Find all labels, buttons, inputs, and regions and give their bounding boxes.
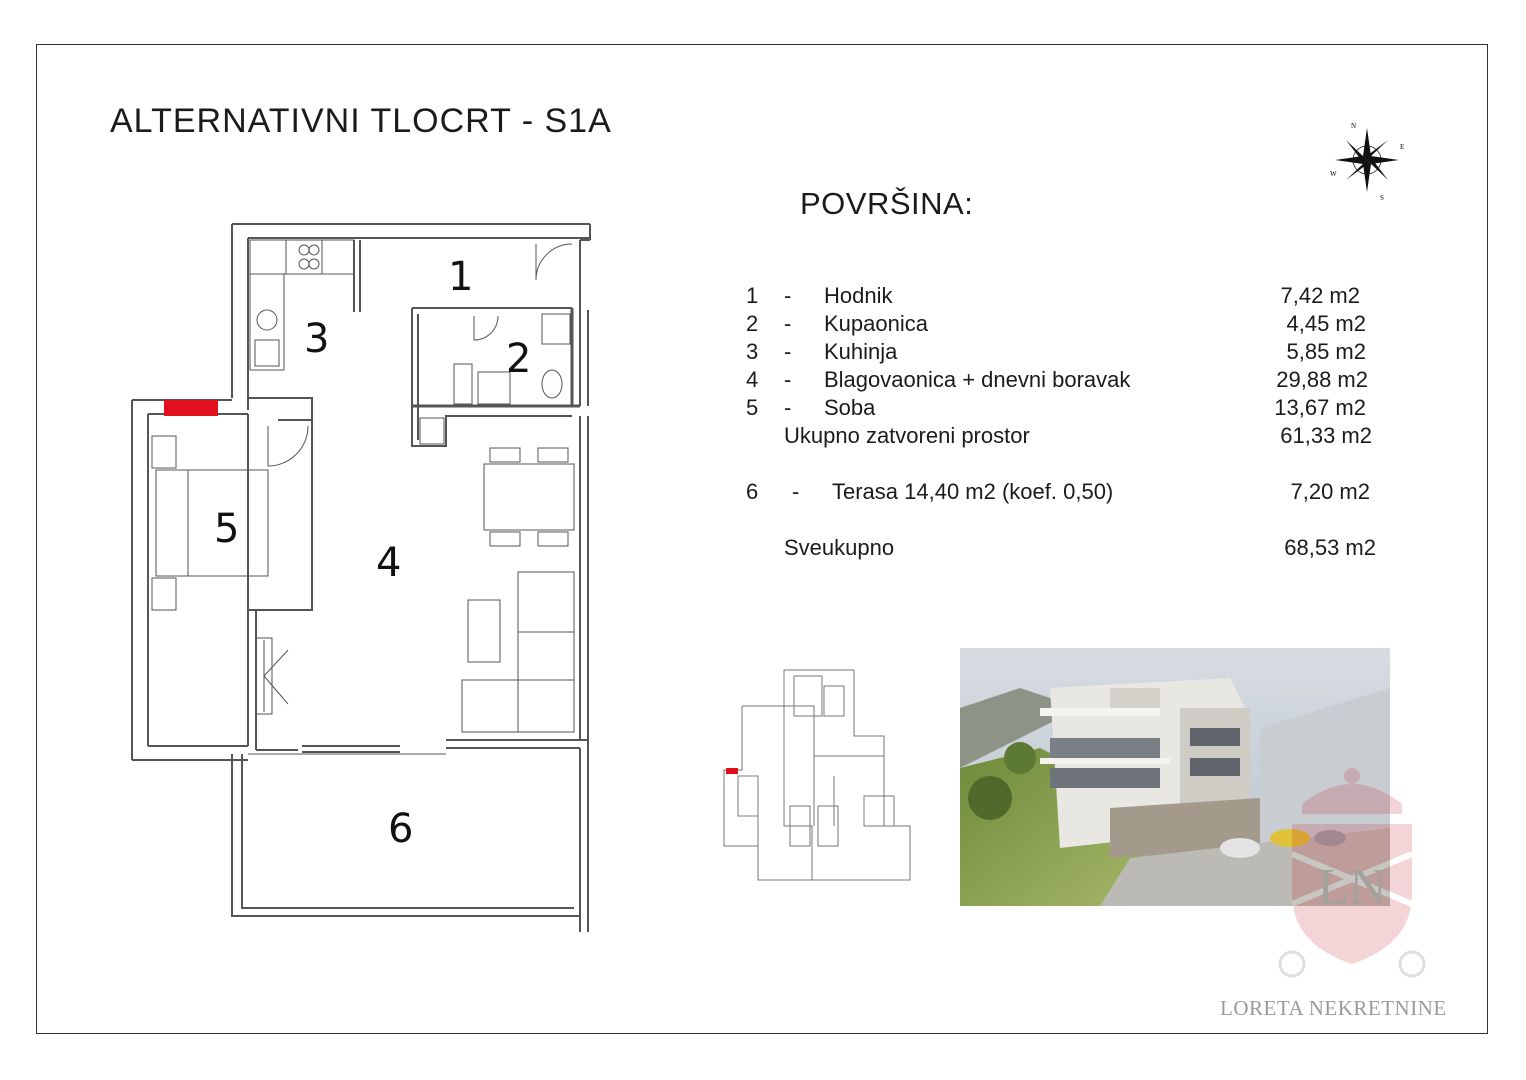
area-row (746, 339, 1386, 367)
row-name: Sveukupno (784, 535, 895, 560)
row-number: 2 (746, 311, 759, 336)
area-heading: POVRŠINA: (800, 186, 974, 221)
row-dash: - (784, 339, 792, 364)
compass-s: S (1380, 194, 1384, 202)
compass-icon (1322, 118, 1412, 206)
row-area: 4,45 m2 (1286, 311, 1366, 336)
row-name: Kuhinja (824, 339, 898, 364)
floor-plan (128, 220, 598, 940)
compass-w: W (1330, 170, 1337, 178)
row-name: Soba (824, 395, 876, 420)
area-row-enclosed-total (746, 423, 1386, 451)
compass-n: N (1351, 122, 1357, 130)
room-label-4: 4 (376, 540, 402, 586)
row-name: Ukupno zatvoreni prostor (784, 423, 1030, 448)
room-label-3: 3 (304, 316, 330, 362)
row-name: Hodnik (824, 283, 893, 308)
room-label-6: 6 (388, 806, 414, 852)
area-row-grand-total (746, 535, 1386, 563)
area-row (746, 283, 1386, 311)
row-area: 7,42 m2 (1280, 283, 1360, 308)
row-name: Blagovaonica + dnevni boravak (824, 367, 1131, 392)
area-row (746, 367, 1386, 395)
page-title: ALTERNATIVNI TLOCRT - S1A (110, 102, 612, 140)
row-area: 29,88 m2 (1276, 367, 1368, 392)
compass-e: E (1400, 143, 1405, 151)
row-area: 13,67 m2 (1274, 395, 1366, 420)
row-area: 7,20 m2 (1290, 479, 1370, 504)
entrance-marker (164, 400, 218, 416)
area-table (746, 283, 1386, 563)
area-row-terrace (746, 479, 1386, 507)
row-area: 5,85 m2 (1286, 339, 1366, 364)
row-area: 61,33 m2 (1280, 423, 1372, 448)
room-label-5: 5 (214, 506, 240, 552)
brand-logo-watermark (1262, 754, 1442, 984)
row-name: Kupaonica (824, 311, 928, 336)
room-label-2: 2 (506, 336, 532, 382)
row-number: 4 (746, 367, 759, 392)
row-area: 68,53 m2 (1284, 535, 1376, 560)
row-dash: - (784, 395, 792, 420)
row-number: 5 (746, 395, 759, 420)
row-dash: - (784, 283, 792, 308)
area-row (746, 395, 1386, 423)
row-dash: - (784, 367, 792, 392)
row-name: Terasa 14,40 m2 (koef. 0,50) (832, 479, 1114, 504)
building-floor-key-plan (714, 666, 928, 886)
row-number: 6 (746, 479, 759, 504)
room-label-1: 1 (448, 254, 474, 300)
row-dash: - (792, 479, 800, 504)
row-dash: - (784, 311, 792, 336)
watermark-monogram: LN (1317, 859, 1387, 916)
row-number: 1 (746, 283, 759, 308)
brand-name: LORETA NEKRETNINE (1220, 996, 1447, 1020)
unit-marker (726, 768, 738, 774)
row-number: 3 (746, 339, 759, 364)
area-row (746, 311, 1386, 339)
